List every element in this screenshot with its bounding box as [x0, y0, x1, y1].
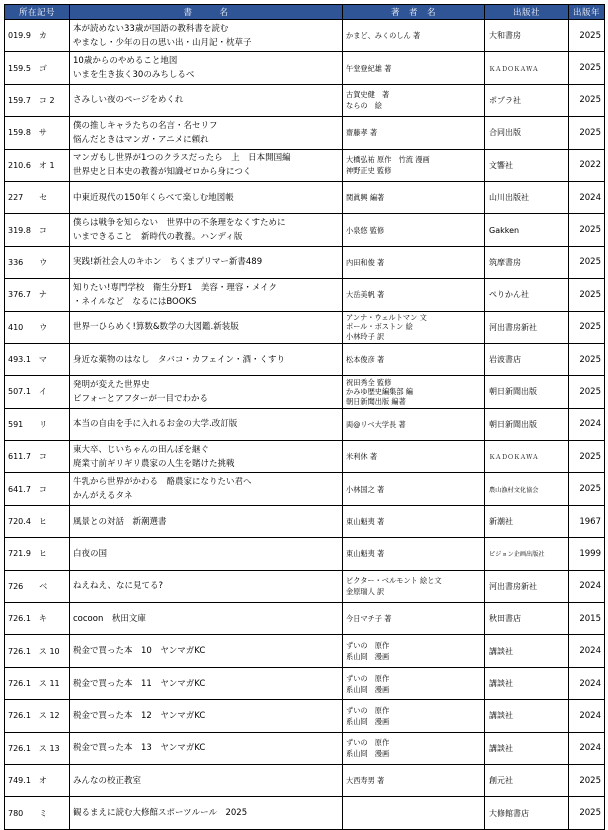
year-cell: 2025 [569, 117, 605, 149]
author-line: ずいの 原作 [346, 705, 390, 715]
title-line: 税金で買った本 10 ヤンマガKC [73, 646, 206, 657]
title-cell [70, 764, 343, 796]
call-number-cell: 319.8 コ [5, 214, 70, 246]
call-number-cell: 780 ミ [5, 797, 70, 829]
publisher-cell: 筑摩書房 [485, 246, 569, 278]
year-cell: 2024 [569, 570, 605, 602]
author-cell [343, 732, 485, 764]
title-cell [70, 473, 343, 505]
title-line: 税金で買った本 13 ヤンマガKC [73, 743, 206, 754]
author-line: 祝田秀全 監修 [346, 377, 392, 387]
author-line: 朝日新聞出版 編著 [346, 396, 406, 406]
year-cell: 2025 [569, 246, 605, 278]
call-number-cell: 641.7 コ [5, 473, 70, 505]
author-line: かまど、みくのしん 著 [346, 31, 421, 41]
title-cell [70, 797, 343, 829]
title-cell [70, 279, 343, 311]
publisher-cell: 講談社 [485, 700, 569, 732]
author-cell [343, 311, 485, 343]
author-line: ずいの 原作 [346, 673, 390, 683]
author-line: 系山冏 漫画 [346, 716, 390, 726]
publisher-cell: ＫＡＤＯＫＡＷＡ [485, 441, 569, 473]
author-cell [343, 343, 485, 375]
year-cell: 2025 [569, 343, 605, 375]
author-line: かみゆ歴史編集部 編 [346, 387, 413, 397]
call-number-cell: 726.1 ス 11 [5, 667, 70, 699]
year-cell: 2025 [569, 20, 605, 52]
table-row [5, 764, 605, 796]
header-row [5, 5, 605, 20]
title-cell [70, 117, 343, 149]
call-number-cell: 493.1 マ [5, 343, 70, 375]
table-row [5, 667, 605, 699]
title-line: 10歳からのやめること地図 [73, 56, 178, 67]
author-line: 古賀史健 著 [346, 90, 390, 100]
author-cell [343, 764, 485, 796]
title-line: 世界一ひらめく!算数&数学の大図鑑.新装版 [73, 322, 239, 333]
author-line: 大岳美帆 著 [346, 290, 385, 300]
author-cell [343, 505, 485, 537]
call-number-cell: 726.1 キ [5, 603, 70, 635]
title-cell [70, 52, 343, 84]
title-cell [70, 84, 343, 116]
call-number-cell: 210.6 オ 1 [5, 149, 70, 181]
header-title: 書 名 [70, 5, 343, 20]
header-publisher: 出版社 [485, 5, 569, 20]
call-number-cell: 721.9 ヒ [5, 538, 70, 570]
publisher-cell: 河出書房新社 [485, 311, 569, 343]
title-cell [70, 181, 343, 213]
title-cell [70, 311, 343, 343]
title-cell [70, 20, 343, 52]
call-number-cell: 726 ベ [5, 570, 70, 602]
table-row [5, 797, 605, 829]
author-line: 東山魁夷 著 [346, 549, 385, 559]
author-line: 東山魁夷 著 [346, 517, 385, 527]
year-cell: 2024 [569, 667, 605, 699]
publisher-cell: Gakken [485, 214, 569, 246]
author-line: 金原瑞人 訳 [346, 587, 385, 597]
year-cell: 2025 [569, 214, 605, 246]
year-cell: 2025 [569, 441, 605, 473]
table-body [5, 20, 605, 830]
publisher-cell: ＫＡＤＯＫＡＷＡ [485, 52, 569, 84]
title-line: いまできること 新時代の教養。ハンディ版 [73, 232, 243, 243]
publisher-cell: 合同出版 [485, 117, 569, 149]
title-cell [70, 246, 343, 278]
title-line: いまを生き抜く30のみちしるべ [73, 70, 195, 81]
call-number-cell: 159.5 ゴ [5, 52, 70, 84]
author-line: ポール・ボストン 絵 [346, 322, 413, 332]
title-line: さみしい夜のページをめくれ [73, 95, 184, 106]
title-cell [70, 505, 343, 537]
call-number-cell: 726.1 ス 10 [5, 635, 70, 667]
author-line: 小林玲子 訳 [346, 331, 385, 341]
author-line: 松本俊彦 著 [346, 355, 385, 365]
author-cell [343, 408, 485, 440]
title-line: 風景との対話 新潮選書 [73, 516, 167, 527]
title-cell [70, 538, 343, 570]
publisher-cell: 講談社 [485, 732, 569, 764]
year-cell: 1967 [569, 505, 605, 537]
title-line: 税金で買った本 11 ヤンマガKC [73, 678, 206, 689]
author-cell [343, 149, 485, 181]
title-line: ビフォーとアフターが一目でわかる [73, 393, 208, 404]
table-row [5, 700, 605, 732]
year-cell: 2025 [569, 473, 605, 505]
call-number-cell: 019.9 カ [5, 20, 70, 52]
author-cell [343, 700, 485, 732]
author-line: ならの 絵 [346, 101, 382, 111]
publisher-cell: 朝日新聞出版 [485, 376, 569, 408]
table-row [5, 52, 605, 84]
title-line: 知りたい!専門学校 衛生分野1 美容・理容・メイク [73, 282, 277, 293]
call-number-cell: 507.1 イ [5, 376, 70, 408]
call-number-cell: 726.1 ス 12 [5, 700, 70, 732]
title-cell [70, 667, 343, 699]
year-cell: 2024 [569, 408, 605, 440]
author-cell [343, 214, 485, 246]
author-line: 系山冏 漫画 [346, 749, 390, 759]
table-row [5, 538, 605, 570]
year-cell: 2024 [569, 700, 605, 732]
author-line: 神野正史 監修 [346, 166, 392, 176]
publisher-cell: 秋田書店 [485, 603, 569, 635]
title-line: 発明が変えた世界史 [73, 379, 150, 390]
call-number-cell: 227 セ [5, 181, 70, 213]
publisher-cell: 創元社 [485, 764, 569, 796]
author-cell [343, 279, 485, 311]
header-author: 著 者 名 [343, 5, 485, 20]
author-line: 小泉悠 監修 [346, 225, 385, 235]
title-line: 世界史と日本史の教養が知識ゼロから身につく [73, 167, 252, 178]
title-cell [70, 376, 343, 408]
author-line: 両@リベ大学長 著 [346, 419, 406, 429]
publisher-cell: 岩波書店 [485, 343, 569, 375]
author-cell [343, 20, 485, 52]
title-cell [70, 635, 343, 667]
author-line: 系山冏 漫画 [346, 652, 390, 662]
author-line: ビクター・ベルモント 絵と文 [346, 576, 442, 586]
table-row [5, 441, 605, 473]
author-cell [343, 441, 485, 473]
author-line: ずいの 原作 [346, 641, 390, 651]
title-cell [70, 603, 343, 635]
author-line: 大橋弘祐 原作 竹流 漫画 [346, 155, 430, 165]
year-cell: 2025 [569, 376, 605, 408]
author-cell [343, 538, 485, 570]
title-line: 本が読めない33歳が国語の教科書を読む [73, 23, 229, 34]
publisher-cell: 大修館書店 [485, 797, 569, 829]
author-cell [343, 246, 485, 278]
author-line: アンナ・ウェルトマン 文 [346, 312, 427, 322]
title-line: ねえねえ、なに見てる? [73, 581, 164, 592]
call-number-cell: 159.7 コ 2 [5, 84, 70, 116]
year-cell: 2024 [569, 635, 605, 667]
publisher-cell: ビジョン企画出版社 [485, 538, 569, 570]
year-cell: 1999 [569, 538, 605, 570]
year-cell: 2025 [569, 52, 605, 84]
title-line: マンガもし世界が1つのクラスだったら 上 日本開国編 [73, 153, 291, 164]
table-row [5, 117, 605, 149]
title-line: 悩んだときはマンガ・アニメに頼れ [73, 134, 209, 145]
title-cell [70, 149, 343, 181]
author-cell [343, 117, 485, 149]
year-cell: 2015 [569, 603, 605, 635]
call-number-cell: 749.1 オ [5, 764, 70, 796]
title-cell [70, 408, 343, 440]
title-line: 東大卒、じいちゃんの田んぼを継ぐ [73, 444, 210, 455]
table-row [5, 732, 605, 764]
author-cell [343, 473, 485, 505]
table-row [5, 343, 605, 375]
year-cell: 2022 [569, 149, 605, 181]
title-line: 僕らは戦争を知らない 世界中の不条理をなくすために [73, 218, 286, 229]
title-line: 廃業寸前ギリギリ農家の人生を賭けた挑戦 [73, 458, 235, 469]
call-number-cell: 611.7 コ [5, 441, 70, 473]
book-table [4, 4, 605, 830]
publisher-cell: 講談社 [485, 667, 569, 699]
title-line: 身近な薬物のはなし タバコ・カフェイン・酒・くすり [73, 354, 285, 365]
call-number-cell: 376.7 ナ [5, 279, 70, 311]
title-line: cocoon 秋田文庫 [73, 613, 146, 624]
title-line: 実践!新社会人のキホン ちくまプリマー新書489 [73, 257, 263, 268]
author-cell [343, 667, 485, 699]
author-line: 午堂登紀雄 著 [346, 63, 392, 73]
author-line: 米利休 著 [346, 452, 378, 462]
table-row [5, 311, 605, 343]
title-cell [70, 214, 343, 246]
title-line: 本当の自由を手に入れるお金の大学.改訂版 [73, 419, 238, 430]
table-row [5, 181, 605, 213]
author-cell [343, 635, 485, 667]
year-cell: 2025 [569, 764, 605, 796]
title-cell [70, 732, 343, 764]
publisher-cell: 文響社 [485, 149, 569, 181]
table-row [5, 635, 605, 667]
table-row [5, 84, 605, 116]
author-cell [343, 797, 485, 829]
table-row [5, 214, 605, 246]
publisher-cell: 朝日新聞出版 [485, 408, 569, 440]
publisher-cell: 農山漁村文化協会 [485, 473, 569, 505]
year-cell: 2025 [569, 797, 605, 829]
title-line: 牛乳から世界がかわる 酪農家になりたい君へ [73, 477, 252, 488]
title-line: やまなし・少年の日の思い出・山月記・枕草子 [73, 37, 252, 48]
title-cell [70, 700, 343, 732]
year-cell: 2024 [569, 732, 605, 764]
author-line: 齋藤孝 著 [346, 128, 378, 138]
author-cell [343, 181, 485, 213]
author-line: 小林国之 著 [346, 484, 385, 494]
title-line: かんがえるタネ [73, 491, 133, 502]
title-line: ・ネイルなど なるにはBOOKS [73, 296, 197, 307]
table-row [5, 570, 605, 602]
title-line: 白夜の国 [73, 548, 108, 559]
publisher-cell: 講談社 [485, 635, 569, 667]
author-line: 内田和俊 著 [346, 257, 385, 267]
table-row [5, 279, 605, 311]
call-number-cell: 726.1 ス 13 [5, 732, 70, 764]
call-number-cell: 591 リ [5, 408, 70, 440]
table-row [5, 473, 605, 505]
table-row [5, 246, 605, 278]
title-line: 中東近現代の150年くらべて楽しむ地図帳 [73, 192, 234, 203]
publisher-cell: ポプラ社 [485, 84, 569, 116]
call-number-cell: 410 ウ [5, 311, 70, 343]
author-line: 今日マチ子 著 [346, 614, 392, 624]
author-line: 大西寿男 著 [346, 776, 385, 786]
header-call-number: 所在記号 [5, 5, 70, 20]
title-line: 僕の推しキャラたちの名言・名セリフ [73, 120, 218, 131]
book-list [4, 4, 604, 830]
table-row [5, 376, 605, 408]
author-cell [343, 52, 485, 84]
year-cell: 2025 [569, 279, 605, 311]
title-line: 税金で買った本 12 ヤンマガKC [73, 710, 206, 721]
year-cell: 2025 [569, 84, 605, 116]
year-cell: 2024 [569, 181, 605, 213]
header-year: 出版年 [569, 5, 605, 20]
author-cell [343, 84, 485, 116]
title-line: みんなの校正教室 [73, 775, 142, 786]
call-number-cell: 336 ウ [5, 246, 70, 278]
author-cell [343, 376, 485, 408]
author-line: 系山冏 漫画 [346, 684, 390, 694]
year-cell: 2025 [569, 311, 605, 343]
publisher-cell: 新潮社 [485, 505, 569, 537]
title-cell [70, 570, 343, 602]
call-number-cell: 720.4 ヒ [5, 505, 70, 537]
table-row [5, 20, 605, 52]
call-number-cell: 159.8 サ [5, 117, 70, 149]
author-line: ずいの 原作 [346, 738, 390, 748]
author-cell [343, 603, 485, 635]
publisher-cell: 大和書房 [485, 20, 569, 52]
title-cell [70, 441, 343, 473]
table-row [5, 603, 605, 635]
publisher-cell: ぺりかん社 [485, 279, 569, 311]
table-row [5, 149, 605, 181]
title-line: 観るまえに読む大修館スポーツルール 2025 [73, 808, 248, 819]
table-row [5, 505, 605, 537]
author-cell [343, 570, 485, 602]
publisher-cell: 山川出版社 [485, 181, 569, 213]
publisher-cell: 河出書房新社 [485, 570, 569, 602]
author-line: 関眞興 編著 [346, 193, 385, 203]
table-row [5, 408, 605, 440]
title-cell [70, 343, 343, 375]
